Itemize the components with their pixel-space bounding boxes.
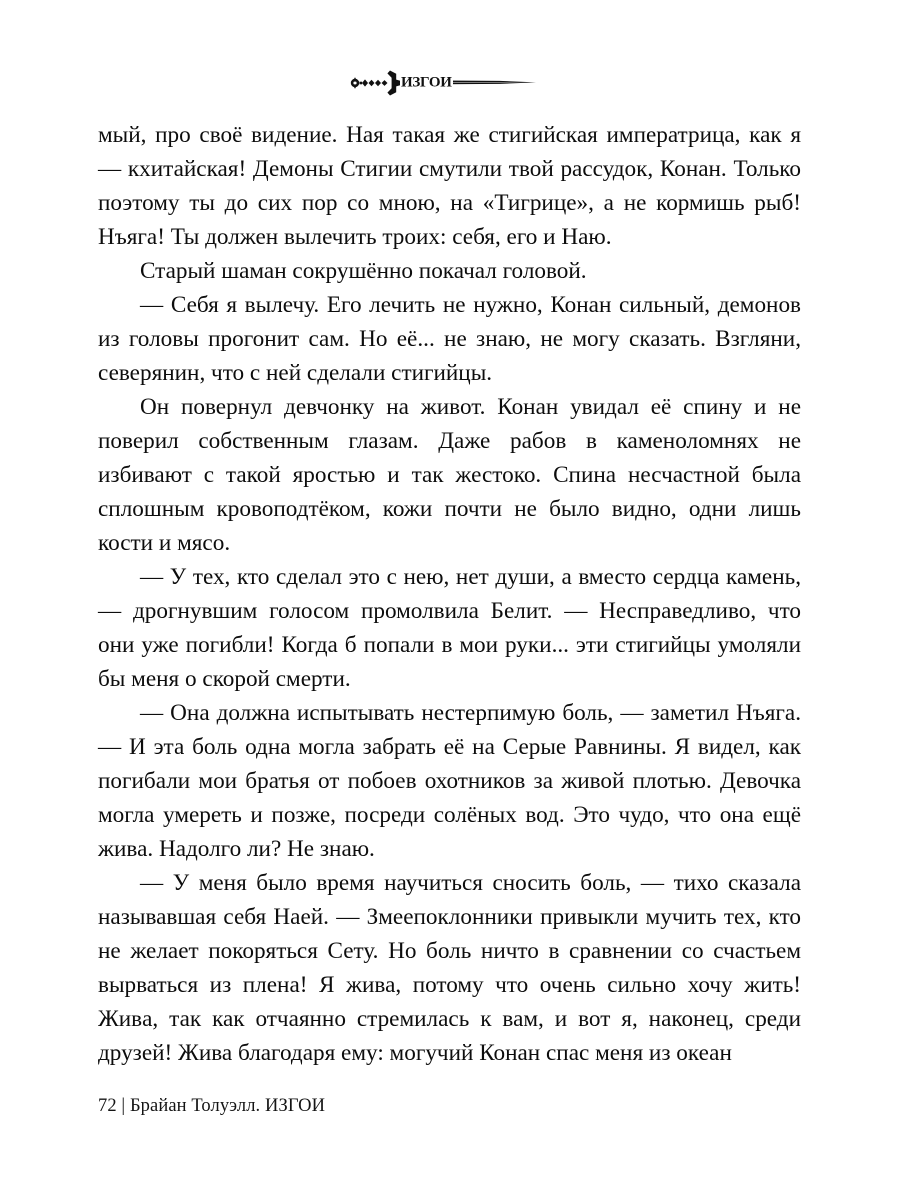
paragraph: — Себя я вылечу. Его лечить не нужно, Конан сильный, демонов из головы прогонит сам. Но её... не знаю, не могу сказать. Взгляни, северянин, что с ней сделали стигийцы. [98,292,801,386]
running-head [0,62,900,104]
paragraph: — Она должна испытывать нестерпимую боль, — заметил Нъяга. — И эта боль одна могла забрать её на Серые Равнины. Я видел, как погибали мои братья от побоев охотников за живой плотью. Девочка могла умереть и позже, посреди солёных вод. Это чудо, что она ещё жива. Надолго ли? Не знаю. [98,700,801,862]
paragraph: Он повернул девчонку на живот. Конан увидал её спину и не поверил собственным глазам. Даже рабов в каменоломнях не избивают с такой яростью и так жестоко. Спина несчастной была сплошным кровоподтёком, кожи почти не было видно, одни лишь кости и мясо. [98,394,801,556]
running-head-title: ИЗГОИ [401,74,452,91]
paragraph: — У меня было время научиться сносить боль, — тихо сказала называвшая себя Наей. — Змеепоклонники привыкли мучить тех, кто не желает покоряться Сету. Но боль ничто в сравнении со счастьем вырваться из плена! Я жива, потому что очень сильно хочу жить! Живa, так как отчаянно стремилась к вам, и вот я, наконец, среди друзей! Жива благодаря ему: могучий Конан спас меня из океан [98,870,801,1066]
paragraph: — У тех, кто сделал это с нею, нет души, а вместо сердца камень, — дрогнувшим голосом промолвила Белит. — Несправедливо, что они уже погибли! Когда б попали в мои руки... эти стигийцы умоляли бы меня о скорой смерти. [98,564,801,692]
sword-ornament-icon [350,68,550,98]
page-footer: 72 | Брайан Толуэлл. ИЗГОИ [98,1096,326,1116]
body-text [98,118,801,1070]
paragraph: мый, про своё видение. Ная такая же стигийская императрица, как я — кхитайская! Демоны Стигии смутили твой рассудок, Конан. Только поэтому ты до сих пор со мною, на «Тигрице», а не кормишь рыб! Нъяга! Ты должен вылечить троих: себя, его и Наю. [98,122,801,250]
paragraph: Старый шаман сокрушённо покачал головой. [140,258,587,284]
